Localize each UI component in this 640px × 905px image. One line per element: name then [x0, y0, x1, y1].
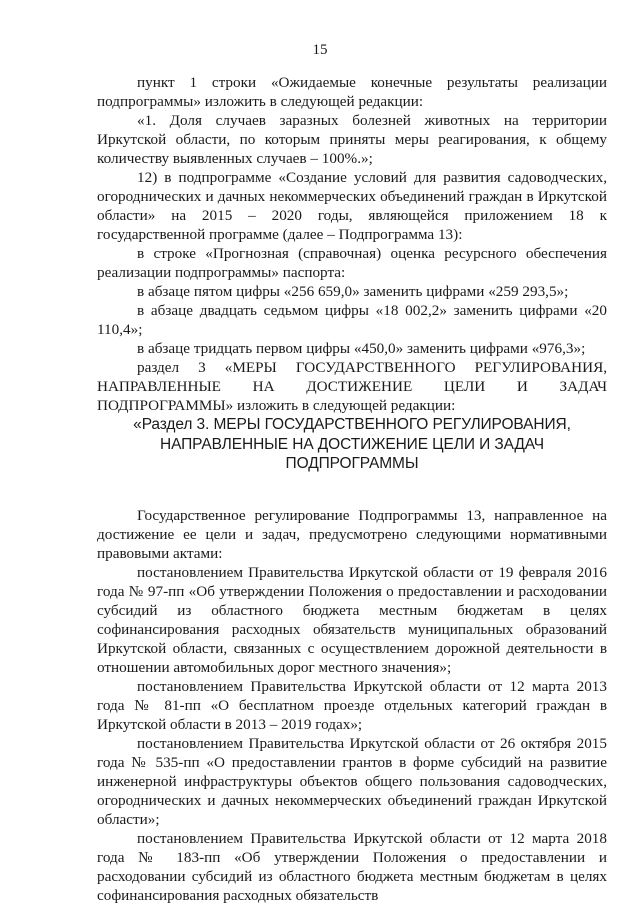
spacer — [97, 474, 607, 506]
paragraph: 12) в подпрограмме «Создание условий для развития садоводческих, огороднических и дачных некоммерческих объединений граждан в Иркутской области» на 2015 – 2020 годы, являющейся приложением 18 к государственной программе (далее – Подпрограмма 13): — [97, 169, 607, 243]
paragraph: в абзаце тридцать первом цифры «450,0» заменить цифрами «976,3»; — [137, 340, 586, 357]
paragraph: в абзаце пятом цифры «256 659,0» заменить цифрами «259 293,5»; — [137, 283, 569, 300]
paragraph: Государственное регулирование Подпрограммы 13, направленное на достижение ее цели и задач, предусмотрено следующими нормативными правовыми актами: — [97, 506, 607, 562]
paragraph: постановлением Правительства Иркутской области от 12 марта 2013 года № 81-пп «О бесплатном проезде отдельных категорий граждан в Иркутской области в 2013 – 2019 годах»; — [97, 677, 607, 733]
section-heading: «Раздел 3. МЕРЫ ГОСУДАРСТВЕННОГО РЕГУЛИРОВАНИЯ, НАПРАВЛЕННЫЕ НА ДОСТИЖЕНИЕ ЦЕЛИ И ЗАДАЧ ПОДПРОГРАММЫ — [133, 416, 571, 472]
paragraph: постановлением Правительства Иркутской области от 12 марта 2018 года № 183-пп «Об утверждении Положения о предоставлении и расходовании субсидий из областного бюджета местным бюджетам в целях софинансирования расходных обязательств — [97, 829, 607, 904]
paragraph: постановлением Правительства Иркутской области от 26 октября 2015 года № 535-пп «О предоставлении грантов в форме субсидий на развитие инженерной инфраструктуры объектов общего пользования садоводческих, огороднических и дачных некоммерческих объединений граждан Иркутской области»; — [97, 734, 607, 828]
paragraph: «1. Доля случаев заразных болезней животных на территории Иркутской области, по которым приняты меры реагирования, к общему количеству выявленных случаев – 100%.»; — [97, 112, 607, 167]
paragraph: в строке «Прогнозная (справочная) оценка ресурсного обеспечения реализации подпрограммы» паспорта: — [97, 245, 607, 281]
paragraph: пункт 1 строки «Ожидаемые конечные результаты реализации подпрограммы» изложить в следующей редакции: — [97, 74, 607, 110]
page-number: 15 — [312, 42, 328, 58]
paragraph: в абзаце двадцать седьмом цифры «18 002,2» заменить цифрами «20 110,4»; — [97, 302, 607, 338]
page-content — [97, 73, 607, 905]
paragraph: раздел 3 «МЕРЫ ГОСУДАРСТВЕННОГО РЕГУЛИРОВАНИЯ, НАПРАВЛЕННЫЕ НА ДОСТИЖЕНИЕ ЦЕЛИ И ЗАДАЧ ПОДПРОГРАММЫ» изложить в следующей редакции: — [97, 359, 607, 414]
paragraph: постановлением Правительства Иркутской области от 19 февраля 2016 года № 97-пп «Об утверждении Положения о предоставлении и расходовании субсидий из областного бюджета местным бюджетам в целях софинансирования расходных обязательств муниципальных образований Иркутской области, связанных с осуществлением дорожной деятельности в отношении автомобильных дорог местного значения»; — [97, 563, 607, 676]
